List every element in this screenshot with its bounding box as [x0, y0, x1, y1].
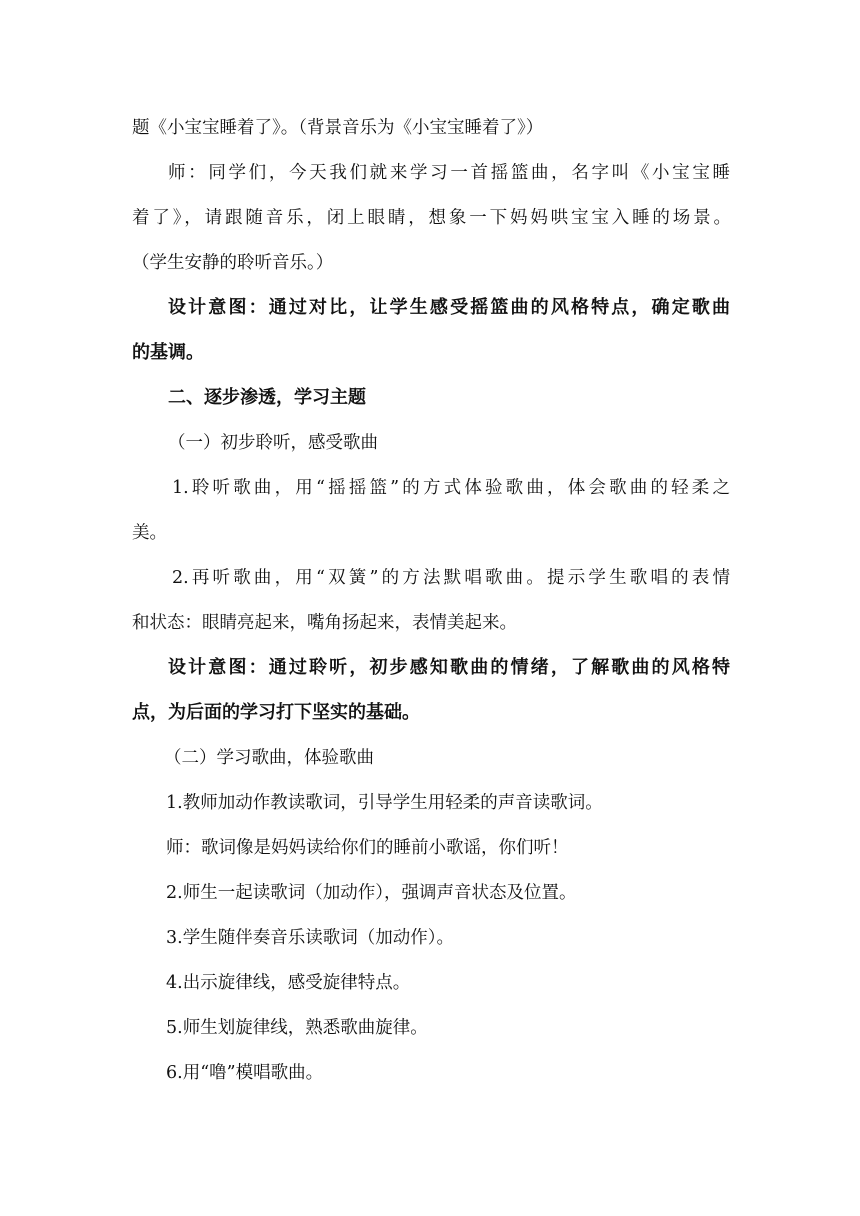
text-line: 点，为后面的学习打下坚实的基础。: [132, 702, 420, 723]
list-item: 6.用“噜”模唱歌曲。: [166, 1063, 324, 1083]
text-line: （学生安静的聆听音乐。）: [132, 253, 334, 273]
list-item: 2.师生一起读歌词（加动作），强调声音状态及位置。: [166, 883, 577, 903]
design-intent-heading: 设计意图：通过对比，让学生感受摇篮曲的风格特点，确定歌曲: [168, 297, 730, 318]
section-heading: 二、逐步渗透，学习主题: [168, 387, 366, 408]
text-line: 和状态：眼睛亮起来，嘴角扬起来，表情美起来。: [132, 613, 517, 633]
subsection-heading: （一）初步聆听，感受歌曲: [168, 433, 378, 453]
text-line: 师：歌词像是妈妈读给你们的睡前小歌谣，你们听！: [166, 838, 569, 858]
text-line: 师：同学们，今天我们就来学习一首摇篮曲，名字叫《小宝宝睡: [168, 163, 730, 183]
text-line: 美。: [132, 523, 167, 543]
text-line: 着了》，请跟随音乐，闭上眼睛，想象一下妈妈哄宝宝入睡的场景。: [132, 208, 731, 228]
design-intent-heading: 设计意图：通过聆听，初步感知歌曲的情绪，了解歌曲的风格特: [168, 657, 730, 678]
text-line: 的基调。: [132, 342, 204, 363]
list-item: 1.教师加动作教读歌词，引导学生用轻柔的声音读歌词。: [166, 793, 603, 813]
list-item: 5.师生划旋律线，熟悉歌曲旋律。: [166, 1018, 428, 1038]
list-item: 2.再听歌曲，用“双簧”的方法默唱歌曲。提示学生歌唱的表情: [172, 568, 730, 588]
text-line: 题《小宝宝睡着了》。（背景音乐为《小宝宝睡着了》）: [132, 118, 544, 138]
list-item: 1.聆听歌曲，用“摇摇篮”的方式体验歌曲，体会歌曲的轻柔之: [172, 478, 730, 498]
subsection-heading: （二）学习歌曲，体验歌曲: [164, 748, 374, 768]
list-item: 4.出示旋律线，感受旋律特点。: [166, 973, 411, 993]
list-item: 3.学生随伴奏音乐读歌词（加动作）。: [166, 928, 454, 948]
